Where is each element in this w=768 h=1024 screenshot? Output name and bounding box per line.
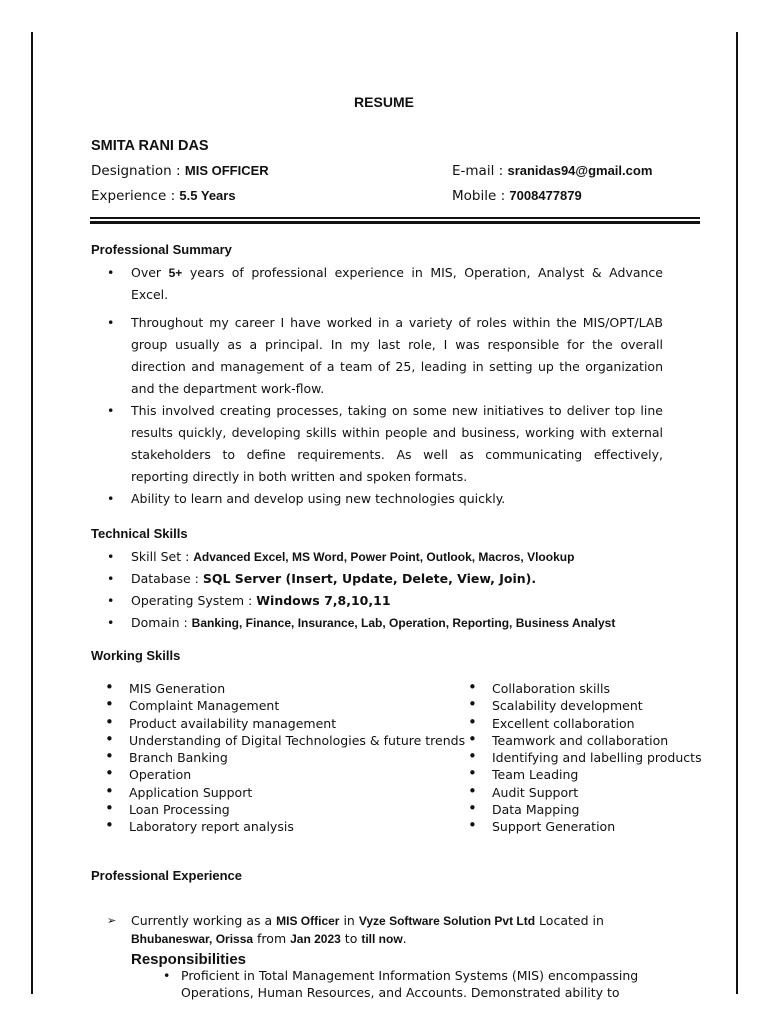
- bullet-icon: •: [105, 695, 114, 714]
- bullet-icon: •: [105, 799, 114, 818]
- bullet-icon: •: [107, 593, 115, 608]
- list-item: • Application Support: [105, 781, 253, 800]
- list-item: • Skill Set : Advanced Excel, MS Word, Power Point, Outlook, Macros, Vlookup: [107, 546, 727, 568]
- mobile-row: [452, 188, 582, 204]
- technical-heading: Technical Skills: [91, 526, 188, 541]
- list-item: • Understanding of Digital Technologies & future trends: [105, 729, 466, 748]
- list-item: • Identifying and labelling products: [468, 747, 702, 766]
- list-item: • Over 5+ years of professional experience in MIS, Operation, Analyst & Advance Excel.: [107, 262, 663, 306]
- bullet-icon: •: [105, 781, 114, 800]
- list-item: • Support Generation: [468, 816, 616, 835]
- bullet-icon: •: [105, 764, 114, 783]
- list-item: • Data Mapping: [468, 799, 580, 818]
- bullet-icon: •: [468, 781, 477, 800]
- list-item: • Domain : Banking, Finance, Insurance, Lab, Operation, Reporting, Business Analyst: [107, 612, 727, 634]
- list-item: • Ability to learn and develop using new technologies quickly.: [107, 488, 663, 510]
- bullet-icon: •: [107, 491, 115, 506]
- years-bold: 5+: [168, 266, 183, 280]
- list-item: • Audit Support: [468, 781, 579, 800]
- bullet-icon: •: [468, 816, 477, 835]
- experience-heading: Professional Experience: [91, 868, 243, 883]
- bullet-icon: •: [107, 315, 115, 330]
- list-item: • This involved creating processes, taking on some new initiatives to deliver top line results quickly, developing skills within people and business, working with external stakeholders to define requirements. As well as communicating effectively, reporting directly in both written and spoken formats.: [107, 400, 663, 488]
- bullet-icon: •: [468, 712, 477, 731]
- header-divider-thin: [90, 217, 700, 219]
- list-item: • Throughout my career I have worked in a variety of roles within the MIS/OPT/LAB group usually as a principal. In my last role, I was responsible for the overall direction and management of a team of 25, leading in setting up the organization and the department work-flow.: [107, 312, 663, 400]
- responsibilities-heading: Responsibilities: [131, 951, 247, 968]
- bullet-icon: •: [105, 729, 114, 748]
- experience-row: [91, 188, 236, 204]
- job-title: MIS Officer: [276, 914, 340, 928]
- email-row: [452, 163, 652, 179]
- job-location: Bhubaneswar, Orissa: [131, 932, 254, 946]
- arrow-bullet-icon: ➢: [107, 914, 117, 927]
- working-skills-right: [468, 680, 702, 836]
- list-item: • Loan Processing: [105, 799, 230, 818]
- list-item: • Operating System : Windows 7,8,10,11: [107, 590, 727, 612]
- bullet-icon: •: [107, 615, 115, 630]
- page-title: RESUME: [354, 94, 414, 110]
- bullet-icon: •: [163, 968, 171, 983]
- designation-label: Designation :: [91, 163, 181, 179]
- mobile-label: Mobile :: [452, 188, 506, 204]
- list-item: • Team Leading: [468, 764, 579, 783]
- experience-value: 5.5 Years: [179, 188, 236, 203]
- list-item: • Teamwork and collaboration: [468, 729, 669, 748]
- list-item: • MIS Generation: [105, 678, 226, 696]
- list-item: • Excellent collaboration: [468, 712, 635, 731]
- bullet-icon: •: [468, 764, 477, 783]
- designation-value: MIS OFFICER: [184, 163, 269, 178]
- company-name: Vyze Software Solution Pvt Ltd: [358, 914, 536, 928]
- list-item: • Laboratory report analysis: [105, 816, 294, 835]
- designation-row: [91, 163, 269, 179]
- bullet-icon: •: [107, 265, 115, 280]
- working-heading: Working Skills: [91, 648, 181, 663]
- bullet-icon: •: [468, 747, 477, 766]
- technical-list: [107, 546, 727, 634]
- header-divider-thick: [90, 221, 700, 224]
- summary-heading: Professional Summary: [91, 242, 232, 257]
- database-value: SQL Server (Insert, Update, Delete, View, Join).: [202, 571, 537, 586]
- bullet-icon: •: [105, 712, 114, 731]
- bullet-icon: •: [105, 816, 114, 835]
- end-date: till now: [361, 932, 403, 946]
- left-border-line: [31, 32, 33, 994]
- candidate-name: SMITA RANI DAS: [91, 138, 209, 154]
- os-value: Windows 7,8,10,11: [256, 593, 391, 608]
- list-item: • Complaint Management: [105, 695, 280, 714]
- list-item: • Database : SQL Server (Insert, Update, Delete, View, Join).: [107, 568, 727, 590]
- list-item: • Scalability development: [468, 695, 643, 714]
- email-value: sranidas94@gmail.com: [507, 163, 653, 178]
- mobile-value: 7008477879: [509, 188, 582, 203]
- list-item: • Product availability management: [105, 712, 337, 731]
- list-item: • Branch Banking: [105, 747, 228, 766]
- working-skills-left: [105, 680, 465, 836]
- start-date: Jan 2023: [290, 932, 341, 946]
- email-label: E-mail :: [452, 163, 504, 179]
- list-item: • Operation: [105, 764, 192, 783]
- responsibility-item: • Proficient in Total Management Information Systems (MIS) encompassing Operations, Human Resources, and Accounts. Demonstrated ability to: [163, 968, 639, 1000]
- bullet-icon: •: [107, 549, 115, 564]
- experience-label: Experience :: [91, 188, 176, 204]
- bullet-icon: •: [468, 729, 477, 748]
- bullet-icon: •: [105, 747, 114, 766]
- bullet-icon: •: [468, 799, 477, 818]
- list-item: • Collaboration skills: [468, 678, 610, 696]
- bullet-icon: •: [468, 695, 477, 714]
- right-border-line: [736, 32, 738, 994]
- experience-item: ➢ Currently working as a MIS Officer in Vyze Software Solution Pvt Ltd Located in Bhubaneswar, Orissa from Jan 2023 to till now.: [107, 913, 604, 946]
- bullet-icon: •: [107, 571, 115, 586]
- bullet-icon: •: [468, 678, 477, 696]
- bullet-icon: •: [105, 678, 114, 696]
- skillset-value: Advanced Excel, MS Word, Power Point, Outlook, Macros, Vlookup: [193, 550, 575, 564]
- domain-value: Banking, Finance, Insurance, Lab, Operation, Reporting, Business Analyst: [191, 616, 616, 630]
- bullet-icon: •: [107, 403, 115, 418]
- summary-list: [107, 262, 663, 510]
